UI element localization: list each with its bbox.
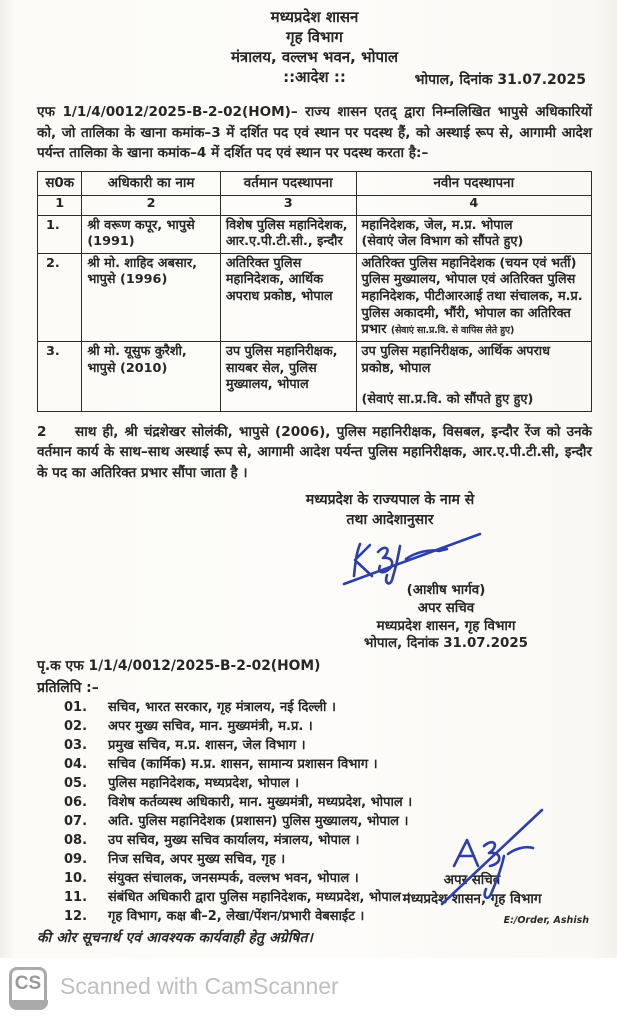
item-number: 06. (64, 794, 88, 810)
in-name-of-governor: मध्यप्रदेश के राज्यपाल के नाम से (305, 492, 475, 509)
new-posting-text: अतिरिक्त पुलिस महानिदेशक (चयन एवं भर्ती) पुलिस मुख्यालय, भोपाल एवं अतिरिक्त पुलिस महानिदेशक, पीटीआरआई तथा संचालक, म.प्र. पुलिस अकादमी, भौंरी, भोपाल का अतिरिक्त प्रभार (361, 255, 583, 338)
new-posting (356, 341, 591, 411)
scanned-with-text: Scanned with CamScanner (60, 973, 339, 999)
posting-note: (सेवाएं सा.प्र.वि. को सौंपते हुए हुए) (361, 392, 534, 408)
item-text: संबंधित अधिकारी द्वारा पुलिस महानिदेशक, मध्यप्रदेश, भोपाल । (108, 889, 411, 905)
list-item (64, 719, 592, 736)
signature-block-1 (312, 530, 580, 653)
camscanner-icon (9, 967, 47, 1009)
item-text: अति. पुलिस महानिदेशक (प्रशासन) पुलिस मुख्यालय, भोपाल । (108, 813, 409, 829)
item-text: उप सचिव, मुख्य सचिव कार्यालय, मंत्रालय, भोपाल । (108, 832, 360, 848)
new-posting-text: उप पुलिस महानिरीक्षक, आर्थिक अपराध प्रकोष्ठ, भोपाल (361, 343, 550, 376)
current-posting: उप पुलिस महानिरीक्षक, सायबर सेल, पुलिस मुख्यालय, भोपाल (220, 341, 356, 411)
col-header-sno: स0क (38, 171, 82, 195)
col-num-3: 3 (220, 195, 356, 215)
col-num-2: 2 (82, 195, 221, 215)
forwarded-note: की ओर सूचनार्थ एवं आवश्यक कार्यवाही हेतु अग्रेषित। (37, 930, 314, 947)
table-row (38, 341, 592, 411)
item-number: 09. (64, 851, 88, 867)
list-item (64, 757, 592, 774)
new-posting (356, 253, 591, 341)
item-number: 07. (64, 813, 88, 829)
item-text: पुलिस महानिदेशक, मध्यप्रदेश, भोपाल । (108, 775, 300, 791)
item-number: 01. (64, 699, 88, 715)
list-item (64, 700, 592, 717)
item-text: सचिव (कार्मिक) म.प्र. शासन, सामान्य प्रशासन विभाग । (108, 756, 378, 772)
signature-area (312, 530, 580, 582)
cs-badge-base (9, 1000, 48, 1010)
col-num-4: 4 (356, 195, 591, 215)
item-text: गृह विभाग, कक्ष बी–2, लेखा/पेंशन/प्रभारी वेबसाईट । (108, 908, 365, 924)
order-file-ref: E:/Order, Ashish (503, 914, 589, 926)
item-text: सचिव, भारत सरकार, गृह मंत्रालय, नई दिल्ली । (108, 699, 336, 715)
item-number: 02. (64, 718, 88, 734)
item-number: 12. (64, 908, 88, 924)
department-name: गृह विभाग (286, 28, 343, 47)
place-date: भोपाल, दिनांक 31.07.2025 (414, 72, 586, 88)
col-header-current-posting: वर्तमान पदस्थापना (220, 171, 356, 195)
new-posting (356, 215, 591, 253)
authority-lines (240, 491, 540, 530)
para-number: 2 (37, 423, 47, 440)
signature-icon (340, 526, 490, 586)
signatory-dept: मध्यप्रदेश शासन, गृह विभाग (376, 618, 516, 634)
additional-charge-paragraph (37, 422, 592, 483)
signatory-dept: मध्यप्रदेश शासन, गृह विभाग (402, 891, 542, 907)
transfer-table (37, 171, 592, 412)
list-item (64, 738, 592, 755)
signatory-name: (आशीष भार्गव) (406, 583, 486, 599)
item-text: विशेष कर्तव्यस्थ अधिकारी, मान. मुख्यमंत्री, मध्यप्रदेश, भोपाल । (108, 794, 413, 810)
col-header-officer-name: अधिकारी का नाम (82, 171, 221, 195)
table-header-row (38, 171, 592, 195)
signature-place-date: भोपाल, दिनांक 31.07.2025 (364, 636, 528, 652)
column-number-row (38, 195, 592, 215)
item-text: अपर मुख्य सचिव, मान. मुख्यमंत्री, म.प्र. । (108, 718, 313, 734)
camscanner-footer (0, 958, 617, 1024)
item-number: 08. (64, 832, 88, 848)
col-header-new-posting: नवीन पदस्थापना (356, 171, 591, 195)
signatory-title: अपर सचिव (443, 873, 501, 888)
endorsement-ref: पृ.क एफ 1/1/4/0012/2025-B-2-02(HOM) (37, 657, 321, 674)
order-paragraph: एफ 1/1/4/0012/2025-B-2-02(HOM)– राज्य शासन एतद् द्वारा निम्नलिखित भापुसे अधिकारियों को, जो तालिका के खाना कमांक–3 में दर्शित पद एवं स्थान पर पदस्थ हैं, को अस्थाई रूप से, आगामी आदेश पर्यन्त तालिका के खाना कमांक–4 में दर्शित पद एवं स्थान पर पदस्थ करता है:– (37, 104, 592, 162)
copy-to-label: प्रतिलिपि :– (37, 679, 99, 696)
item-number: 11. (64, 889, 88, 905)
table-row (38, 215, 592, 253)
row-sn: 1. (38, 215, 82, 253)
officer-name: श्री मो. यूसुफ कुरैशी, भापुसे (2010) (82, 341, 221, 411)
new-posting-text: महानिदेशक, जेल, म.प्र. भोपाल (361, 217, 513, 233)
office-address: मंत्रालय, वल्लभ भवन, भोपाल (230, 48, 399, 67)
list-item (64, 776, 592, 793)
signature-block-2 (347, 872, 597, 927)
col-num-1: 1 (38, 195, 82, 215)
posting-note: (सेवाएं सा.प्र.वि. से वापिस लेते हुए) (390, 325, 515, 337)
item-number: 05. (64, 775, 88, 791)
officer-name: श्री वरूण कपूर, भापुसे (1991) (82, 215, 221, 253)
row-sn: 2. (38, 253, 82, 341)
posting-note: (सेवाएं जेल विभाग को सौंपते हुए) (361, 234, 524, 250)
item-text: संयुक्त संचालक, जनसम्पर्क, वल्लभ भवन, भोपाल । (108, 870, 359, 886)
item-text: प्रमुख सचिव, म.प्र. शासन, जेल विभाग । (108, 737, 306, 753)
item-number: 03. (64, 737, 88, 753)
item-number: 04. (64, 756, 88, 772)
signatory-title: अपर सचिव (417, 600, 475, 616)
para-text: साथ ही, श्री चंद्रशेखर सोलंकी, भापुसे (2006), पुलिस महानिरीक्षक, विसबल, इन्दौर रेंज को उनके वर्तमान कार्य के साथ–साथ अस्थाई रूप से, आगामी आदेश पर्यन्त पुलिस महानिरीक्षक, आर.ए.पी.टी.सी, इन्दौर के पद का अतिरिक्त प्रभार सौंपा जाता है । (37, 423, 592, 481)
cs-label: CS (14, 973, 42, 994)
govt-name: मध्यप्रदेश शासन (270, 8, 359, 26)
as-per-order: तथा आदेशानुसार (346, 511, 434, 528)
item-text: निज सचिव, अपर मुख्य सचिव, गृह । (108, 851, 286, 867)
current-posting: विशेष पुलिस महानिदेशक, आर.ए.पी.टी.सी., इन्दौर (220, 215, 356, 253)
row-sn: 3. (38, 341, 82, 411)
item-number: 10. (64, 870, 88, 886)
table-row (38, 253, 592, 341)
current-posting: अतिरिक्त पुलिस महानिदेशक, आर्थिक अपराध प्रकोष्ठ, भोपाल (220, 253, 356, 341)
document-header (37, 7, 592, 87)
order-label: ::आदेश :: (283, 68, 346, 87)
officer-name: श्री मो. शाहिद अबसार, भापुसे (1996) (82, 253, 221, 341)
signature-icon (434, 804, 549, 909)
